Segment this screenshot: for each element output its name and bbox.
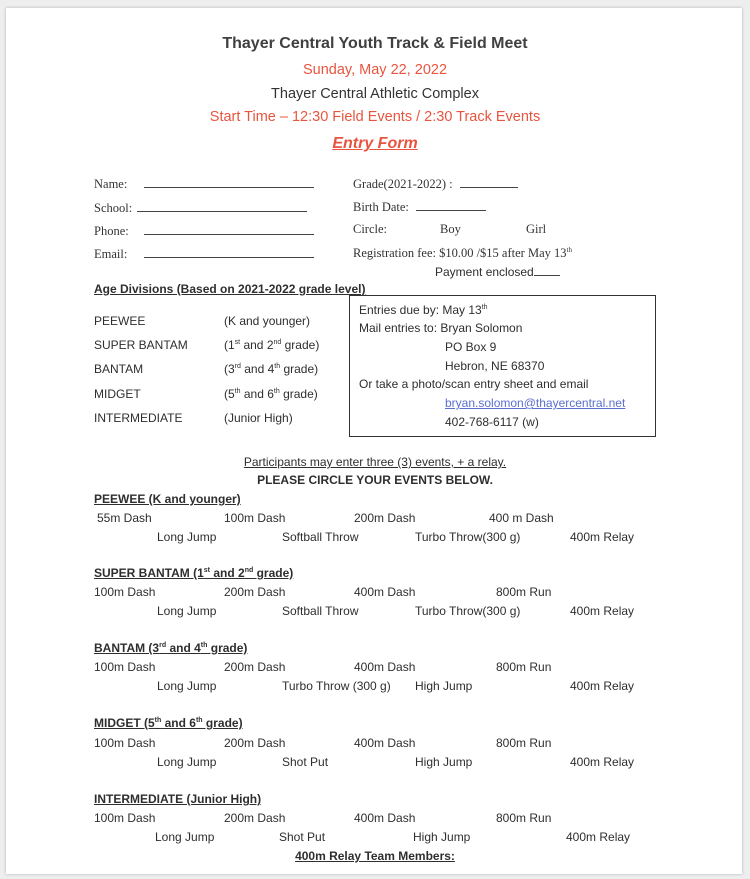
phone-field[interactable]	[94, 224, 314, 239]
circle-events-note: PLEASE CIRCLE YOUR EVENTS BELOW.	[257, 473, 493, 487]
event-option[interactable]: High Jump	[413, 830, 471, 844]
payment-enclosed-label: Payment enclosed	[435, 265, 534, 279]
division-range-super-bantam: (1st and 2nd grade)	[224, 338, 320, 352]
birth-date-line	[416, 200, 486, 211]
po-box: PO Box 9	[445, 340, 497, 354]
event-option[interactable]: 100m Dash	[224, 511, 286, 525]
event-option[interactable]: Shot Put	[279, 830, 326, 844]
name-line	[144, 177, 314, 188]
midget-heading: MIDGET (5th and 6th grade)	[94, 716, 243, 730]
event-option[interactable]: High Jump	[415, 679, 473, 693]
event-option[interactable]: 400m Dash	[354, 736, 416, 750]
division-name-super-bantam: SUPER BANTAM	[94, 338, 188, 352]
event-option[interactable]: 400m Dash	[354, 660, 416, 674]
registration-fee-sup: th	[566, 246, 572, 254]
girl-option[interactable]: Girl	[526, 222, 547, 236]
bantam-heading: BANTAM (3rd and 4th grade)	[94, 641, 248, 655]
age-divisions-heading: Age Divisions (Based on 2021-2022 grade level)	[94, 282, 366, 296]
event-option[interactable]: 100m Dash	[94, 660, 156, 674]
event-option[interactable]: Long Jump	[157, 604, 217, 618]
division-range-peewee: (K and younger)	[224, 314, 311, 328]
event-option[interactable]: Turbo Throw(300 g)	[415, 530, 521, 544]
event-option[interactable]: 55m Dash	[97, 511, 152, 525]
birth-date-field[interactable]	[353, 200, 486, 215]
peewee-heading: PEEWEE (K and younger)	[94, 492, 241, 506]
participants-note: Participants may enter three (3) events, + a relay.	[243, 455, 507, 469]
name-label: Name:	[94, 177, 128, 191]
school-label: School:	[94, 201, 133, 215]
event-option[interactable]: Turbo Throw(300 g)	[415, 604, 521, 618]
entries-due: Entries due by: May 13th	[359, 303, 488, 317]
boy-option[interactable]: Boy	[440, 222, 461, 236]
school-field[interactable]	[94, 201, 307, 216]
start-time: Start Time – 12:30 Field Events / 2:30 Track Events	[209, 109, 541, 125]
event-option[interactable]: 200m Dash	[224, 660, 286, 674]
page-title: Thayer Central Youth Track & Field Meet	[222, 35, 528, 52]
event-option[interactable]: 800m Run	[496, 660, 552, 674]
grade-line	[460, 177, 518, 188]
phone-label: Phone:	[94, 224, 129, 238]
event-option[interactable]: Turbo Throw (300 g)	[282, 679, 391, 693]
email-field[interactable]	[94, 247, 314, 262]
contact-phone: 402-768-6117 (w)	[445, 415, 539, 429]
division-name-peewee: PEEWEE	[94, 314, 146, 328]
event-option[interactable]: 400m Relay	[570, 604, 635, 618]
super-bantam-heading: SUPER BANTAM (1st and 2nd grade)	[94, 566, 294, 580]
event-option[interactable]: 200m Dash	[224, 585, 286, 599]
name-field[interactable]	[94, 177, 314, 192]
entry-form-title: Entry Form	[332, 135, 418, 152]
registration-fee	[353, 246, 572, 261]
division-name-midget: MIDGET	[94, 387, 141, 401]
event-option[interactable]: 200m Dash	[354, 511, 416, 525]
event-option[interactable]: Softball Throw	[282, 530, 359, 544]
event-option[interactable]: Softball Throw	[282, 604, 359, 618]
division-range-midget: (5th and 6th grade)	[224, 387, 318, 401]
payment-enclosed-field[interactable]	[435, 265, 560, 279]
relay-team-members: 400m Relay Team Members:	[295, 849, 455, 863]
event-option[interactable]: 400m Relay	[570, 679, 635, 693]
event-option[interactable]: Long Jump	[155, 830, 215, 844]
birth-date-label: Birth Date:	[353, 200, 409, 214]
event-option[interactable]: 200m Dash	[224, 811, 286, 825]
event-option[interactable]: 400m Relay	[566, 830, 631, 844]
event-option[interactable]: 800m Run	[496, 811, 552, 825]
event-option[interactable]: 800m Run	[496, 736, 552, 750]
event-option[interactable]: Long Jump	[157, 679, 217, 693]
event-option[interactable]: 400m Dash	[354, 811, 416, 825]
contact-email-link[interactable]: bryan.solomon@thayercentral.net	[445, 396, 626, 410]
event-option[interactable]: 100m Dash	[94, 811, 156, 825]
circle-label: Circle:	[353, 222, 388, 236]
event-option[interactable]: 100m Dash	[94, 585, 156, 599]
event-option[interactable]: Long Jump	[157, 755, 217, 769]
event-option[interactable]: 200m Dash	[224, 736, 286, 750]
event-option[interactable]: 400 m Dash	[489, 511, 554, 525]
city-state-zip: Hebron, NE 68370	[445, 359, 545, 373]
event-option[interactable]: 400m Dash	[354, 585, 416, 599]
event-date: Sunday, May 22, 2022	[302, 62, 448, 78]
intermediate-heading: INTERMEDIATE (Junior High)	[94, 792, 262, 806]
grade-field[interactable]	[353, 177, 518, 192]
event-option[interactable]: 400m Relay	[570, 755, 635, 769]
event-option[interactable]: 100m Dash	[94, 736, 156, 750]
email-label: Email:	[94, 247, 128, 261]
event-option[interactable]: 800m Run	[496, 585, 552, 599]
event-option[interactable]: Long Jump	[157, 530, 217, 544]
event-venue: Thayer Central Athletic Complex	[271, 86, 479, 102]
grade-label: Grade(2021-2022) :	[353, 177, 453, 191]
email-line	[144, 247, 314, 258]
division-name-bantam: BANTAM	[94, 362, 144, 376]
registration-fee-text: Registration fee: $10.00 /$15 after May 13	[353, 246, 567, 261]
event-option[interactable]: 400m Relay	[570, 530, 635, 544]
photo-instructions: Or take a photo/scan entry sheet and email	[359, 377, 589, 391]
event-option[interactable]: Shot Put	[282, 755, 329, 769]
phone-line	[144, 224, 314, 235]
division-range-intermediate: (Junior High)	[224, 411, 293, 425]
school-line	[137, 201, 307, 212]
mail-entries-to: Mail entries to: Bryan Solomon	[359, 321, 523, 335]
division-name-intermediate: INTERMEDIATE	[94, 411, 183, 425]
payment-line	[534, 265, 560, 276]
division-range-bantam: (3rd and 4th grade)	[224, 362, 319, 376]
event-option[interactable]: High Jump	[415, 755, 473, 769]
